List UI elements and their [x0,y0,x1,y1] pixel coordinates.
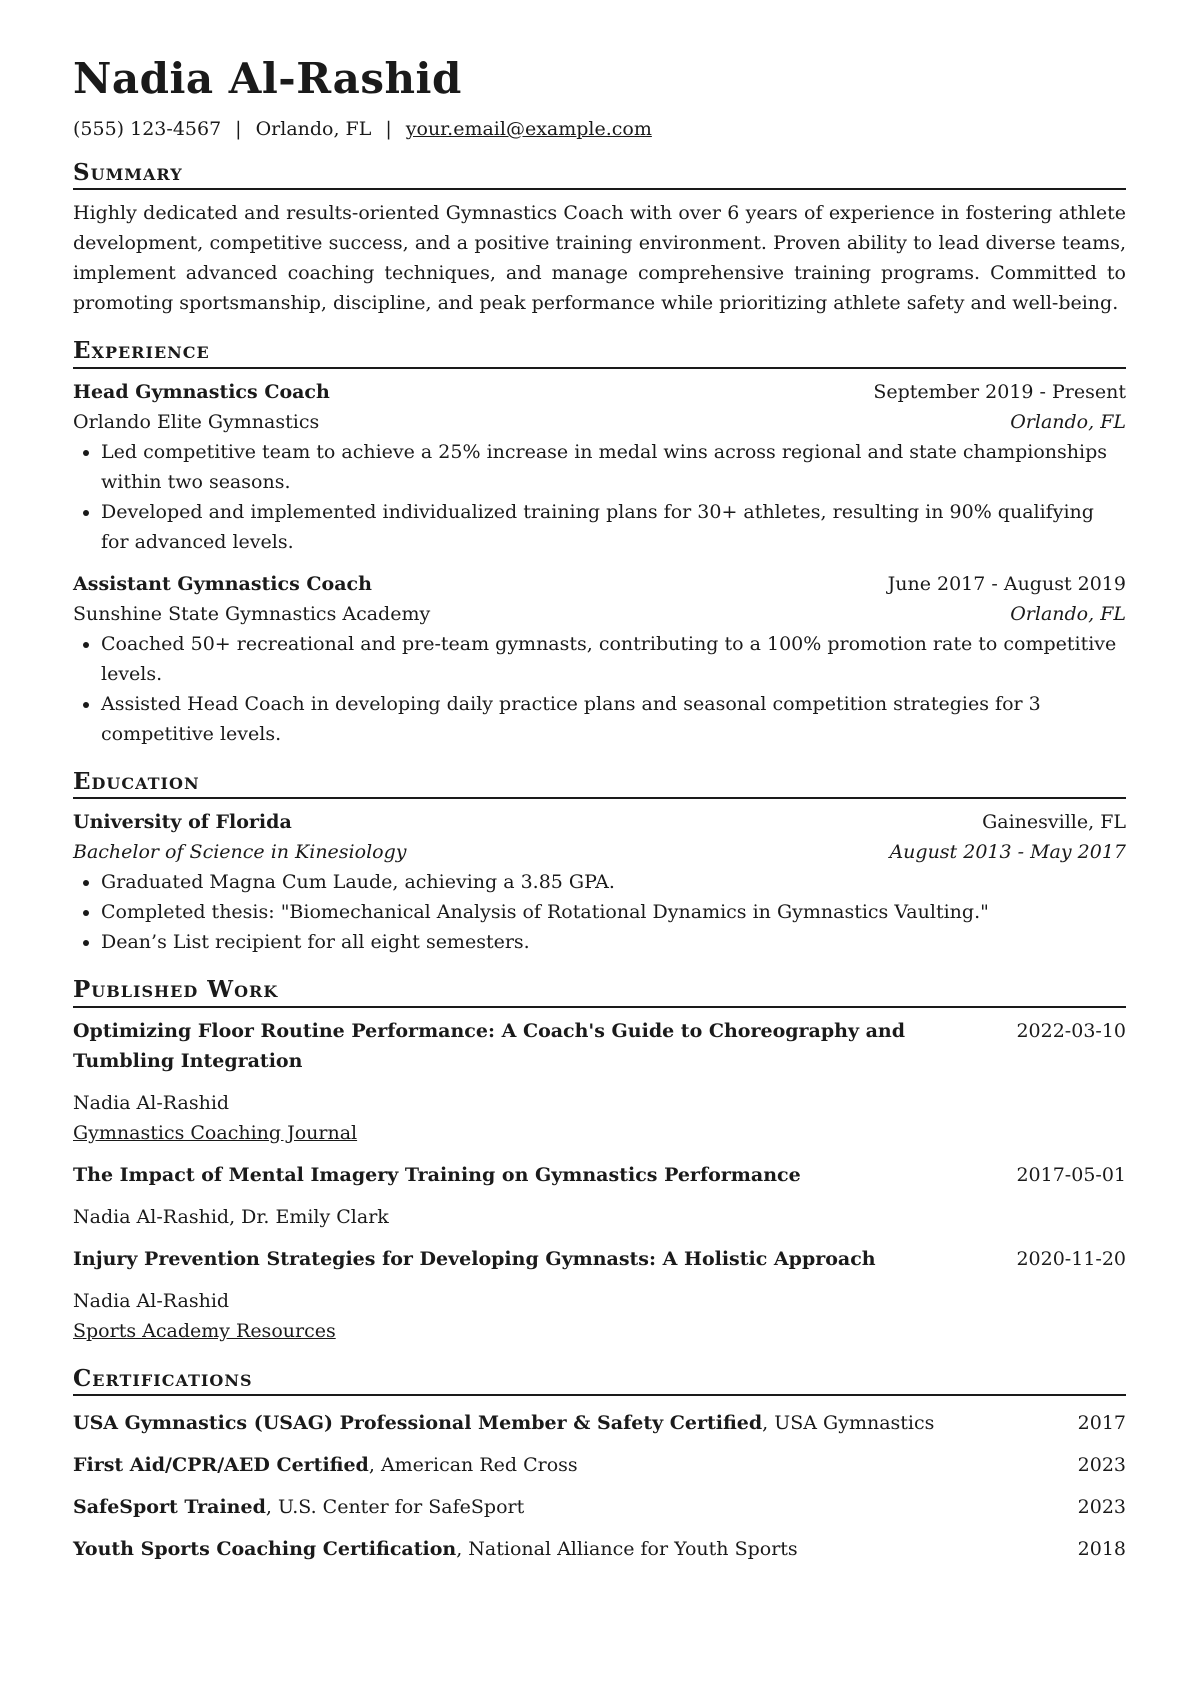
certification-name: SafeSport Trained [73,1496,266,1519]
section-title-education: Education [73,769,1126,799]
education-dates: August 2013 - May 2017 [889,841,1126,864]
certification-row [73,1534,1126,1564]
job-entry [73,377,1126,557]
certifications-section [73,1366,1126,1564]
publications-section [73,977,1126,1345]
education-bullets [73,867,1126,957]
contact-separator: | [385,118,392,140]
section-title-certifications: Certifications [73,1366,1126,1396]
contact-separator: | [235,118,242,140]
phone-number: (555) 123-4567 [73,118,222,140]
degree: Bachelor of Science in Kinesiology [73,841,407,864]
job-dates: June 2017 - August 2019 [887,572,1126,595]
candidate-name: Nadia Al-Rashid [73,54,462,103]
job-dates: September 2019 - Present [873,380,1126,403]
publication-venue-link[interactable]: Gymnastics Coaching Journal [73,1121,358,1144]
publication-date: 2022-03-10 [1016,1019,1126,1042]
certification-row [73,1450,1126,1480]
education-section [73,769,1126,957]
job-role: Assistant Gymnastics Coach [73,572,372,595]
section-title-summary: Summary [73,160,1126,190]
education-bullet: • Dean’s List recipient for all eight semesters. [101,927,1126,957]
job-bullet: • Coached 50+ recreational and pre-team gymnasts, contributing to a 100% promotion rate to competitive levels. [101,629,1126,689]
certification-issuer: , U.S. Center for SafeSport [265,1496,525,1519]
publication-title: Optimizing Floor Routine Performance: A Coach's Guide to Choreography and Tumbling Integration [73,1019,906,1072]
section-title-experience: Experience [73,338,1126,368]
job-bullets [73,629,1126,749]
publication-entry [73,1244,1126,1346]
publication-title: The Impact of Mental Imagery Training on Gymnastics Performance [73,1163,801,1186]
publication-date: 2017-05-01 [1016,1163,1126,1186]
publication-authors: Nadia Al-Rashid [73,1091,230,1114]
job-organization: Orlando Elite Gymnastics [73,410,320,433]
resume-content [73,54,1126,1564]
contact-line [73,118,1126,140]
job-organization: Sunshine State Gymnastics Academy [73,602,431,625]
job-bullet: • Led competitive team to achieve a 25% increase in medal wins across regional and state championships within two seasons. [101,437,1126,497]
certification-year: 2023 [1077,1454,1126,1477]
publication-entry [73,1160,1126,1232]
publication-date: 2020-11-20 [1016,1247,1126,1270]
job-location: Orlando, FL [1010,410,1126,433]
certification-issuer: , American Red Cross [368,1454,578,1477]
certification-row [73,1492,1126,1522]
education-bullet: • Graduated Magna Cum Laude, achieving a 3.85 GPA. [101,867,1126,897]
job-bullet: • Assisted Head Coach in developing daily practice plans and seasonal competition strategies for 3 competitive levels. [101,689,1126,749]
publication-entry [73,1016,1126,1148]
certification-year: 2018 [1077,1538,1126,1561]
summary-text: Highly dedicated and results-oriented Gymnastics Coach with over 6 years of experience in fostering athlete development, competitive success, and a positive training environment. Proven ability to lead diverse teams, implement advanced coaching techniques, and manage comprehensive training programs. Committed to promoting sportsmanship, discipline, and peak performance while prioritizing athlete safety and well-being. [73,202,1126,315]
certification-issuer: , National Alliance for Youth Sports [456,1538,798,1561]
school-name: University of Florida [73,811,292,834]
certification-year: 2023 [1077,1496,1126,1519]
certification-name: USA Gymnastics (USAG) Professional Member & Safety Certified [73,1412,763,1435]
certification-row [73,1408,1126,1438]
job-location: Orlando, FL [1010,602,1126,625]
job-entry [73,569,1126,749]
education-entry [73,807,1126,957]
certification-year: 2017 [1077,1412,1126,1435]
education-bullet: • Completed thesis: "Biomechanical Analysis of Rotational Dynamics in Gymnastics Vaulting." [101,897,1126,927]
job-role: Head Gymnastics Coach [73,380,330,403]
summary-section [73,160,1126,318]
publication-title: Injury Prevention Strategies for Developing Gymnasts: A Holistic Approach [73,1247,876,1270]
publication-authors: Nadia Al-Rashid [73,1289,230,1312]
publication-venue-link[interactable]: Sports Academy Resources [73,1319,336,1342]
job-bullet: • Developed and implemented individualized training plans for 30+ athletes, resulting in 90% qualifying for advanced levels. [101,497,1126,557]
certification-name: First Aid/CPR/AED Certified [73,1454,369,1477]
job-bullets [73,437,1126,557]
certification-issuer: , USA Gymnastics [762,1412,935,1435]
certification-name: Youth Sports Coaching Certification [73,1538,457,1561]
school-location: Gainesville, FL [982,811,1126,834]
section-title-publications: Published Work [73,977,1126,1007]
experience-section [73,338,1126,748]
email-link[interactable]: your.email@example.com [405,118,652,140]
publication-authors: Nadia Al-Rashid, Dr. Emily Clark [73,1205,389,1228]
location: Orlando, FL [255,118,372,140]
